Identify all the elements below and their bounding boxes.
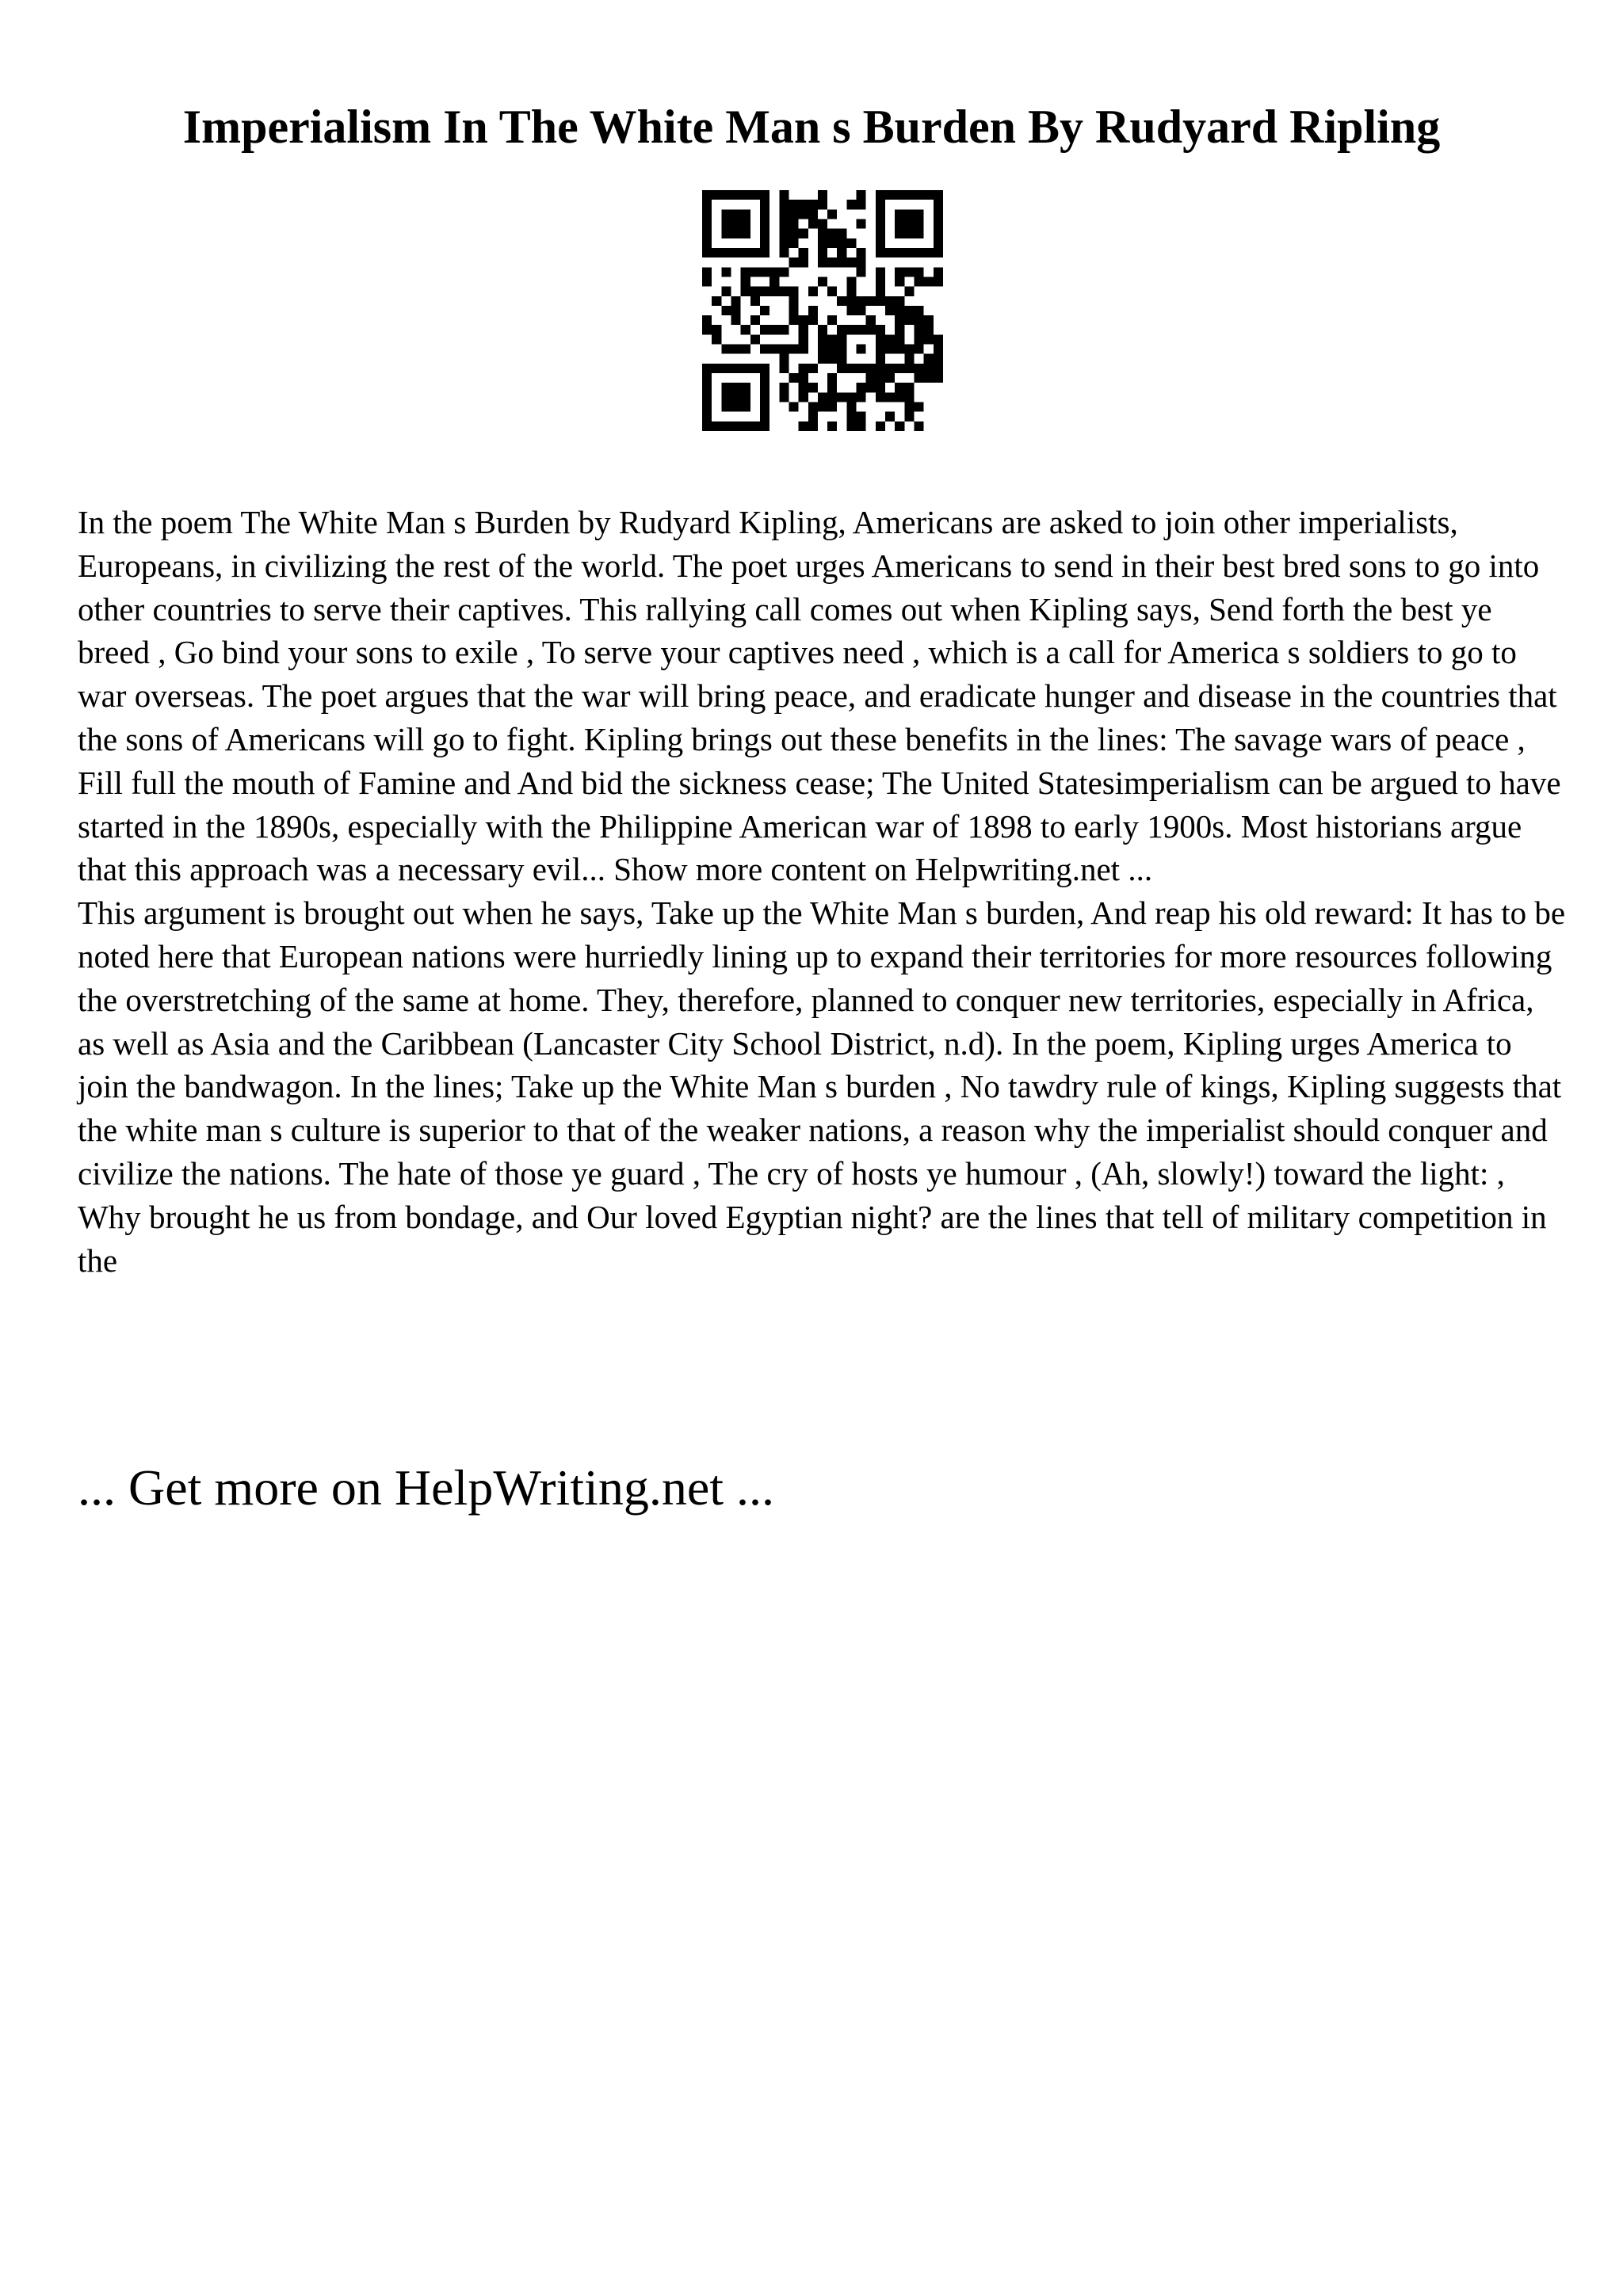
- qr-code-icon: [702, 190, 943, 431]
- paragraph-2: This argument is brought out when he says, Take up the White Man s burden, And reap his old reward: It has to be noted here that European nations were hurriedly lining up to expand their territories for more resources following the overstretching of the same at home. They, therefore, planned to conquer new territories, especially in Africa, as well as Asia and the Caribbean (Lancaster City School District, n.d). In the poem, Kipling urges America to join the bandwagon. In the lines; Take up the White Man s burden , No tawdry rule of kings, Kipling suggests that the white man s culture is superior to that of the weaker nations, a reason why the imperialist should conquer and civilize the nations. The hate of those ye guard , The cry of hosts ye humour , (Ah, slowly!) toward the light: , Why brought he us from bondage, and Our loved Egyptian night? are the lines that tell of military competition in the: [78, 894, 1566, 1279]
- article-body: [78, 501, 1568, 1282]
- qr-code-graphic: [702, 190, 943, 431]
- get-more-link[interactable]: ... Get more on HelpWriting.net ...: [78, 1459, 774, 1516]
- paragraph-1: In the poem The White Man s Burden by Rudyard Kipling, Americans are asked to join other imperialists, Europeans, in civilizing the rest of the world. The poet urges Americans to send in their best bred sons to go into other countries to serve their captives. This rallying call comes out when Kipling says, Send forth the best ye breed , Go bind your sons to exile , To serve your captives need , which is a call for America s soldiers to go to war overseas. The poet argues that the war will bring peace, and eradicate hunger and disease in the countries that the sons of Americans will go to fight. Kipling brings out these benefits in the lines: The savage wars of peace , Fill full the mouth of Famine and And bid the sickness cease; The United Statesimperialism can be argued to have started in the 1890s, especially with the Philippine American war of 1898 to early 1900s. Most historians argue that this approach was a necessary evil... Show more content on Helpwriting.net ...: [78, 504, 1561, 888]
- page-title: Imperialism In The White Man s Burden By Rudyard Ripling: [182, 101, 1441, 153]
